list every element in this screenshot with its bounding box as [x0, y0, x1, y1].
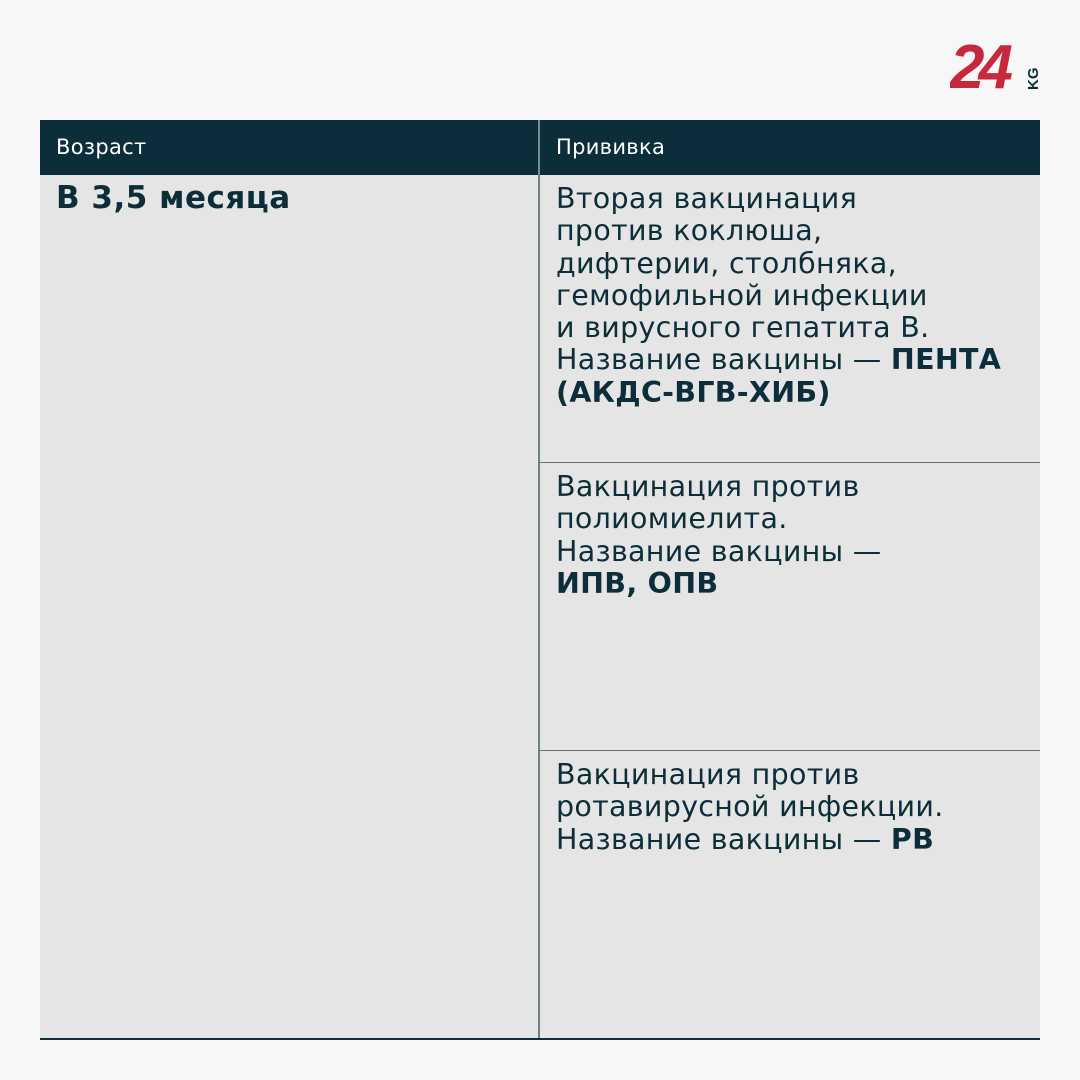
vaccine-name-line	[556, 377, 1036, 409]
text-line: Вакцинация против	[556, 758, 860, 791]
vaccine-name-prefix: Название вакцины —	[556, 534, 882, 568]
text-line: Вторая вакцинация	[556, 182, 858, 215]
text-line: гемофильной инфекции	[556, 278, 928, 312]
table-row	[540, 175, 1040, 463]
vaccine-name: ПЕНТА	[890, 343, 1002, 377]
row-text	[556, 183, 1036, 409]
text-line: Вакцинация против	[556, 470, 860, 503]
row-text	[556, 759, 1036, 856]
age-cell: В 3,5 месяца	[56, 180, 291, 216]
row-text	[556, 471, 1036, 600]
text-line: дифтерии, столбняка,	[556, 246, 897, 280]
vaccine-name-prefix: Название вакцины —	[556, 822, 891, 856]
header-vaccination: Прививка	[556, 135, 666, 159]
table-row	[540, 463, 1040, 751]
vaccine-name: ИПВ, ОПВ	[556, 566, 719, 600]
vaccination-table	[40, 120, 1040, 1040]
text-line: и вирусного гепатита B.	[556, 311, 930, 345]
vaccine-name: РВ	[890, 822, 935, 856]
header-age: Возраст	[56, 135, 147, 159]
vaccine-name-line	[556, 568, 1036, 600]
table-header	[40, 120, 1040, 175]
table-row	[540, 751, 1040, 1038]
vaccine-name-prefix: Название вакцины —	[556, 343, 891, 377]
logo-suffix: KG	[1025, 67, 1042, 90]
text-line: ротавирусной инфекции.	[556, 790, 944, 824]
vaccine-name-line	[556, 344, 1036, 376]
vaccine-name-line	[556, 824, 1036, 856]
text-line: против коклюша,	[556, 214, 823, 248]
vaccine-name-detail: (АКДС-ВГВ-ХИБ)	[556, 375, 831, 409]
text-line: полиомиелита.	[556, 502, 788, 536]
logo-number: 24	[950, 38, 1007, 94]
24kg-logo	[950, 38, 1045, 94]
